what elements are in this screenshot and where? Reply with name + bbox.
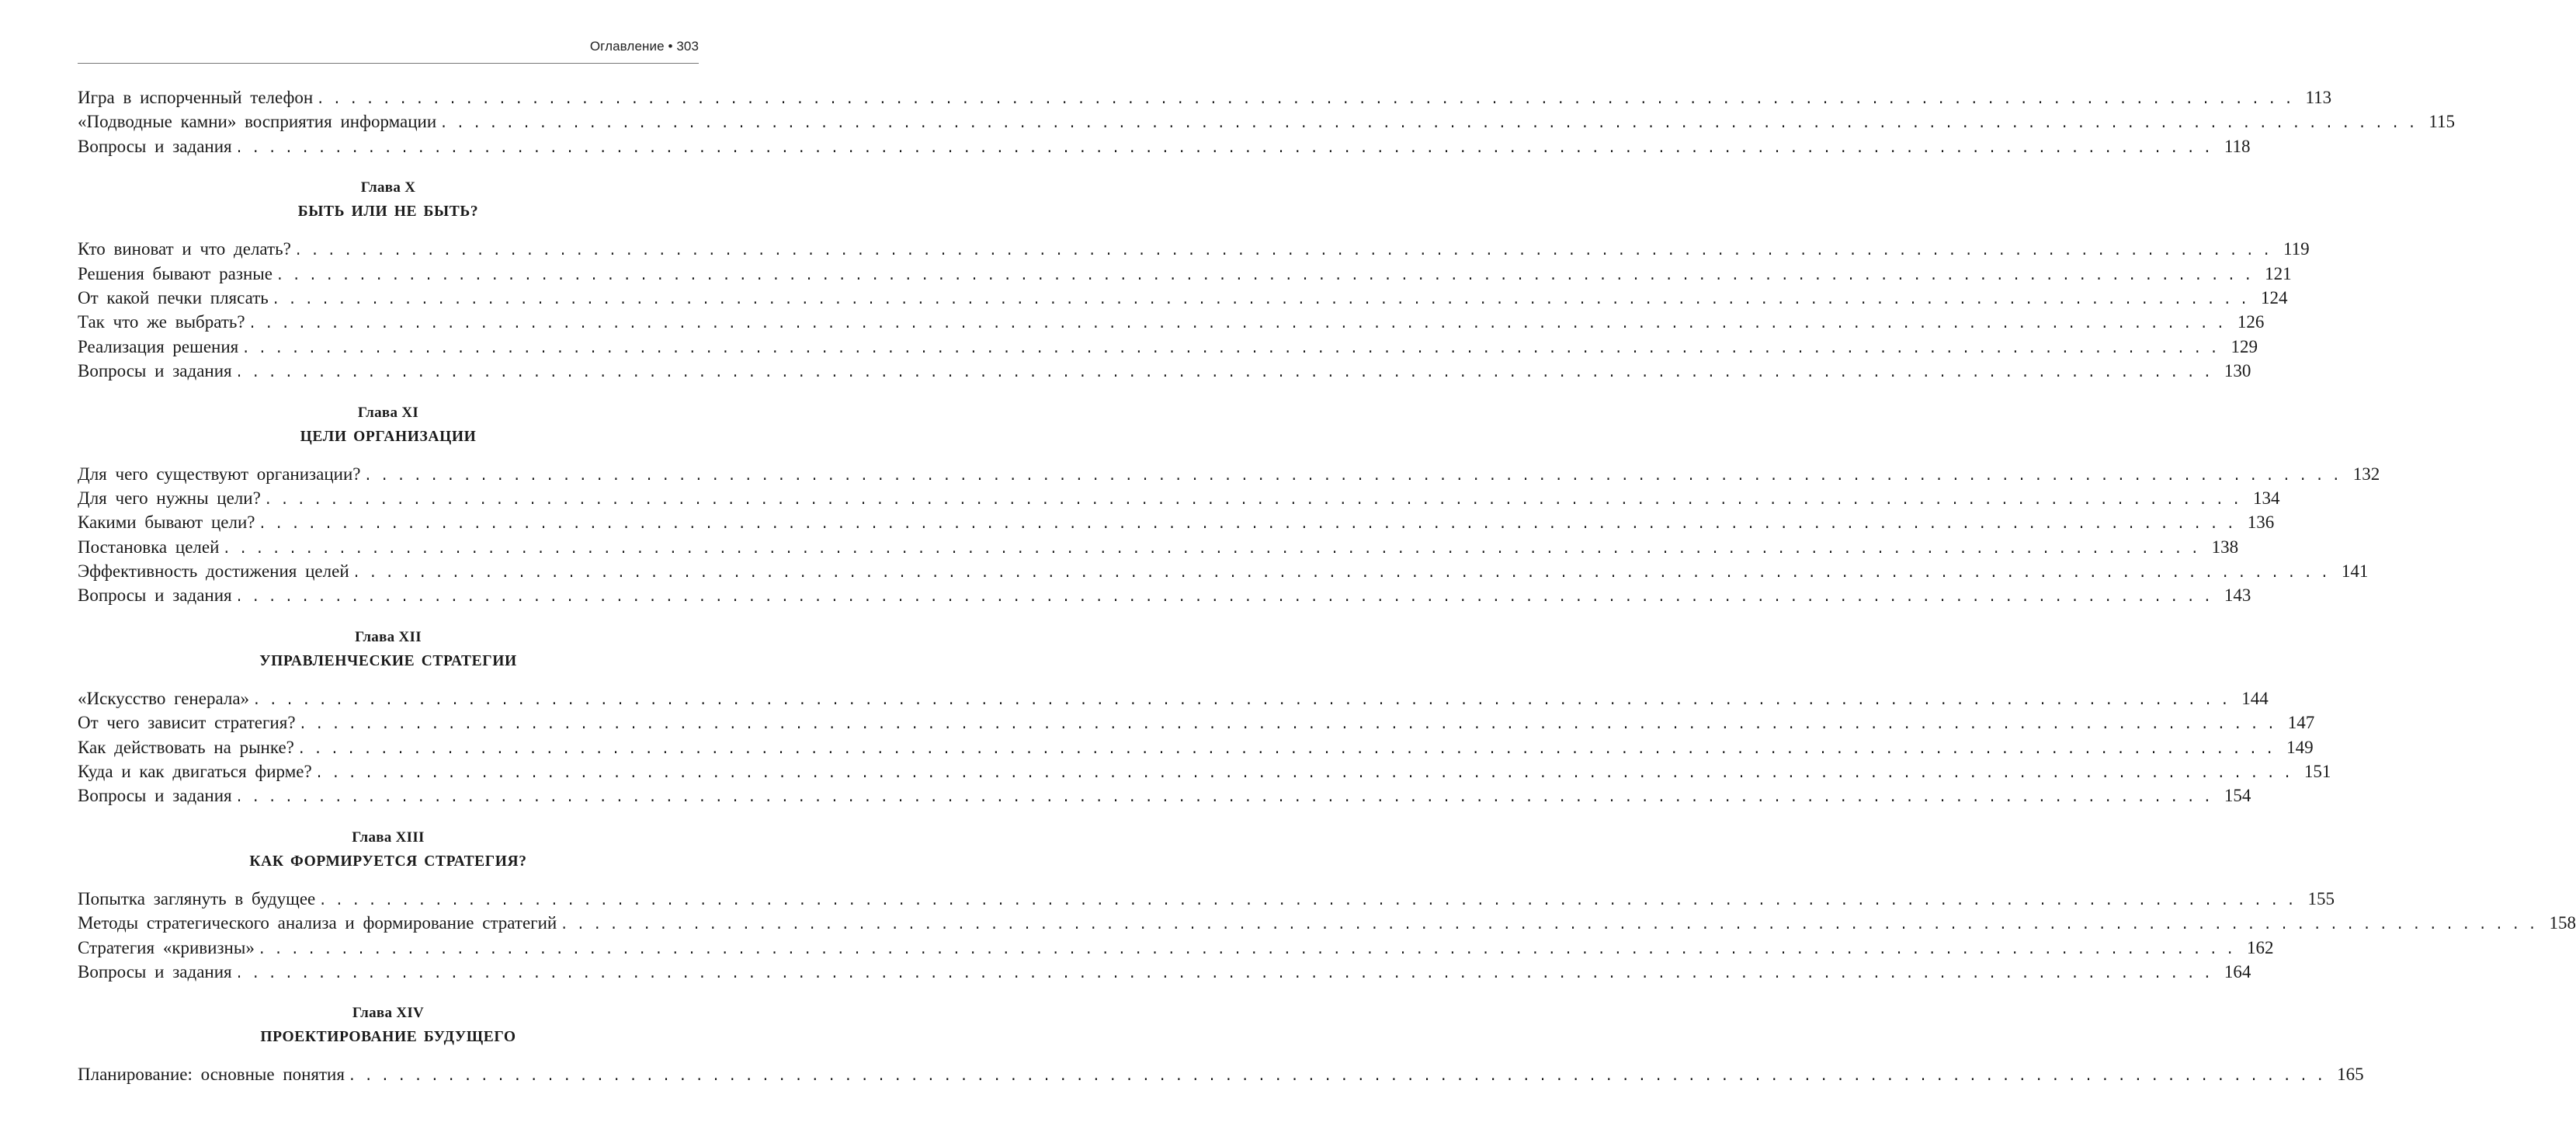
chapter-heading bbox=[78, 179, 699, 222]
toc-entry bbox=[78, 462, 2380, 486]
toc-entry-title: От чего зависит стратегия? bbox=[78, 710, 299, 735]
toc-entry-title: Так что же выбрать? bbox=[78, 310, 248, 334]
toc-section bbox=[78, 1004, 2364, 1086]
dot-leader: ........................................................................................................................ bbox=[314, 766, 2300, 783]
toc-section bbox=[78, 179, 2310, 383]
header-rule bbox=[78, 63, 699, 64]
dot-leader: ........................................................................................................................ bbox=[234, 366, 2220, 382]
dot-leader: ........................................................................................................................ bbox=[293, 244, 2279, 260]
toc-page-number: 154 bbox=[2220, 783, 2251, 808]
dot-leader: ........................................................................................................................ bbox=[560, 918, 2545, 934]
toc-page-number: 138 bbox=[2207, 535, 2239, 559]
toc-entry bbox=[78, 936, 2274, 960]
toc-entry bbox=[78, 710, 2315, 735]
toc-entry-title: Вопросы и задания bbox=[78, 960, 235, 984]
toc-page-number: 118 bbox=[2220, 134, 2251, 158]
chapter-title: УПРАВЛЕНЧЕСКИЕ СТРАТЕГИИ bbox=[259, 652, 517, 669]
toc-entry bbox=[78, 359, 2251, 383]
toc-entry-title: Какими бывают цели? bbox=[78, 510, 258, 534]
dot-leader: ........................................................................................................................ bbox=[234, 141, 2220, 157]
dot-leader: ........................................................................................................................ bbox=[363, 468, 2349, 485]
toc-entry-title: «Подводные камни» восприятия информации bbox=[78, 109, 439, 134]
toc-page-number: 119 bbox=[2279, 237, 2310, 261]
toc-entry-title: Вопросы и задания bbox=[78, 134, 235, 158]
dot-leader: ........................................................................................................................ bbox=[241, 341, 2227, 357]
dot-leader: ........................................................................................................................ bbox=[297, 742, 2283, 758]
toc-page-number: 147 bbox=[2283, 710, 2315, 735]
dot-leader: ........................................................................................................................ bbox=[258, 517, 2243, 533]
table-of-contents bbox=[78, 85, 2576, 1087]
dot-leader: ........................................................................................................................ bbox=[318, 893, 2303, 909]
chapter-heading bbox=[78, 628, 699, 672]
chapter-heading bbox=[78, 404, 699, 447]
toc-entry bbox=[78, 686, 2269, 710]
toc-entry bbox=[78, 759, 2331, 783]
toc-entry-title: Стратегия «кривизны» bbox=[78, 936, 258, 960]
toc-page-number: 136 bbox=[2243, 510, 2275, 534]
toc-page-number: 165 bbox=[2332, 1062, 2364, 1086]
chapter-title: ПРОЕКТИРОВАНИЕ БУДУЩЕГО bbox=[260, 1029, 516, 1046]
toc-entry bbox=[78, 887, 2335, 911]
toc-page-number: 130 bbox=[2220, 359, 2251, 383]
toc-page-number: 121 bbox=[2260, 262, 2292, 286]
toc-entry bbox=[78, 262, 2292, 286]
toc-entry bbox=[78, 735, 2314, 759]
toc-entry-title: Вопросы и задания bbox=[78, 583, 235, 607]
toc-entry-title: Реализация решения bbox=[78, 335, 241, 359]
toc-entry-title: Для чего существуют организации? bbox=[78, 462, 363, 486]
dot-leader: ........................................................................................................................ bbox=[234, 790, 2220, 807]
toc-entry bbox=[78, 237, 2310, 261]
toc-entry bbox=[78, 510, 2275, 534]
toc-entry bbox=[78, 911, 2576, 935]
toc-entry bbox=[78, 310, 2265, 334]
toc-page-number: 129 bbox=[2226, 335, 2258, 359]
dot-leader: ........................................................................................................................ bbox=[352, 566, 2337, 582]
toc-entry-title: Планирование: основные понятия bbox=[78, 1062, 348, 1086]
toc-page-number: 141 bbox=[2337, 559, 2369, 583]
toc-entry bbox=[78, 286, 2288, 310]
toc-entry bbox=[78, 486, 2280, 510]
chapter-heading bbox=[78, 1004, 699, 1047]
chapter-heading bbox=[78, 829, 699, 872]
chapter-number: Глава XII bbox=[355, 628, 422, 645]
toc-entry-title: Решения бывают разные bbox=[78, 262, 276, 286]
chapter-title: БЫТЬ ИЛИ НЕ БЫТЬ? bbox=[297, 203, 479, 221]
toc-page-number: 115 bbox=[2424, 109, 2455, 134]
toc-page-number: 158 bbox=[2544, 911, 2576, 935]
chapter-number: Глава XI bbox=[357, 404, 419, 421]
toc-entry bbox=[78, 85, 2332, 109]
toc-entry bbox=[78, 783, 2251, 808]
toc-entry-title: «Искусство генерала» bbox=[78, 686, 252, 710]
toc-page-number: 144 bbox=[2237, 686, 2269, 710]
toc-entry-title: Эффективность достижения целей bbox=[78, 559, 352, 583]
toc-page-number: 149 bbox=[2282, 735, 2314, 759]
toc-page-number: 164 bbox=[2220, 960, 2251, 984]
toc-page-number: 162 bbox=[2242, 936, 2274, 960]
toc-entry-title: Куда и как двигаться фирме? bbox=[78, 759, 315, 783]
toc-entry-title: Постановка целей bbox=[78, 535, 222, 559]
chapter-number: Глава X bbox=[360, 179, 416, 196]
dot-leader: ........................................................................................................................ bbox=[248, 317, 2233, 333]
chapter-number: Глава XIV bbox=[352, 1005, 425, 1022]
dot-leader: ........................................................................................................................ bbox=[347, 1069, 2333, 1086]
dot-leader: ........................................................................................................................ bbox=[298, 717, 2283, 734]
toc-page-number: 132 bbox=[2349, 462, 2380, 486]
dot-leader: ........................................................................................................................ bbox=[439, 116, 2425, 133]
toc-entry-title: Вопросы и задания bbox=[78, 783, 235, 808]
dot-leader: ........................................................................................................................ bbox=[275, 268, 2261, 284]
toc-entry bbox=[78, 583, 2251, 607]
dot-leader: ........................................................................................................................ bbox=[234, 966, 2220, 982]
running-header: Оглавление • 303 bbox=[589, 39, 699, 54]
dot-leader: ........................................................................................................................ bbox=[271, 292, 2256, 308]
toc-entry-title: Вопросы и задания bbox=[78, 359, 235, 383]
toc-page-number: 113 bbox=[2300, 85, 2331, 109]
toc-page-number: 126 bbox=[2233, 310, 2265, 334]
toc-section bbox=[78, 404, 2380, 608]
toc-entry bbox=[78, 960, 2251, 984]
toc-entry bbox=[78, 134, 2251, 158]
toc-entry-title: Методы стратегического анализа и формирование стратегий bbox=[78, 911, 560, 935]
toc-section bbox=[78, 85, 2456, 158]
toc-entry-title: Для чего нужны цели? bbox=[78, 486, 264, 510]
chapter-title: ЦЕЛИ ОРГАНИЗАЦИИ bbox=[300, 428, 477, 445]
toc-page-number: 134 bbox=[2248, 486, 2280, 510]
toc-page-number: 155 bbox=[2303, 887, 2335, 911]
toc-entry-title: Игра в испорченный телефон bbox=[78, 85, 316, 109]
toc-entry bbox=[78, 535, 2239, 559]
toc-page-number: 143 bbox=[2220, 583, 2251, 607]
dot-leader: ........................................................................................................................ bbox=[257, 942, 2243, 958]
dot-leader: ........................................................................................................................ bbox=[222, 541, 2207, 558]
dot-leader: ........................................................................................................................ bbox=[316, 92, 2301, 108]
toc-entry bbox=[78, 109, 2456, 134]
toc-section bbox=[78, 829, 2576, 985]
toc-entry-title: Как действовать на рынке? bbox=[78, 735, 297, 759]
toc-page-number: 151 bbox=[2300, 759, 2331, 783]
toc-entry bbox=[78, 335, 2258, 359]
toc-entry bbox=[78, 559, 2369, 583]
dot-leader: ........................................................................................................................ bbox=[263, 492, 2249, 509]
toc-entry-title: Кто виноват и что делать? bbox=[78, 237, 294, 261]
toc-entry bbox=[78, 1062, 2364, 1086]
toc-entry-title: Попытка заглянуть в будущее bbox=[78, 887, 318, 911]
dot-leader: ........................................................................................................................ bbox=[252, 693, 2238, 709]
dot-leader: ........................................................................................................................ bbox=[234, 590, 2220, 606]
toc-page-number: 124 bbox=[2256, 286, 2288, 310]
chapter-number: Глава XIII bbox=[352, 829, 425, 846]
chapter-title: КАК ФОРМИРУЕТСЯ СТРАТЕГИЯ? bbox=[249, 853, 527, 870]
toc-entry-title: От какой печки плясать bbox=[78, 286, 272, 310]
toc-section bbox=[78, 628, 2331, 808]
